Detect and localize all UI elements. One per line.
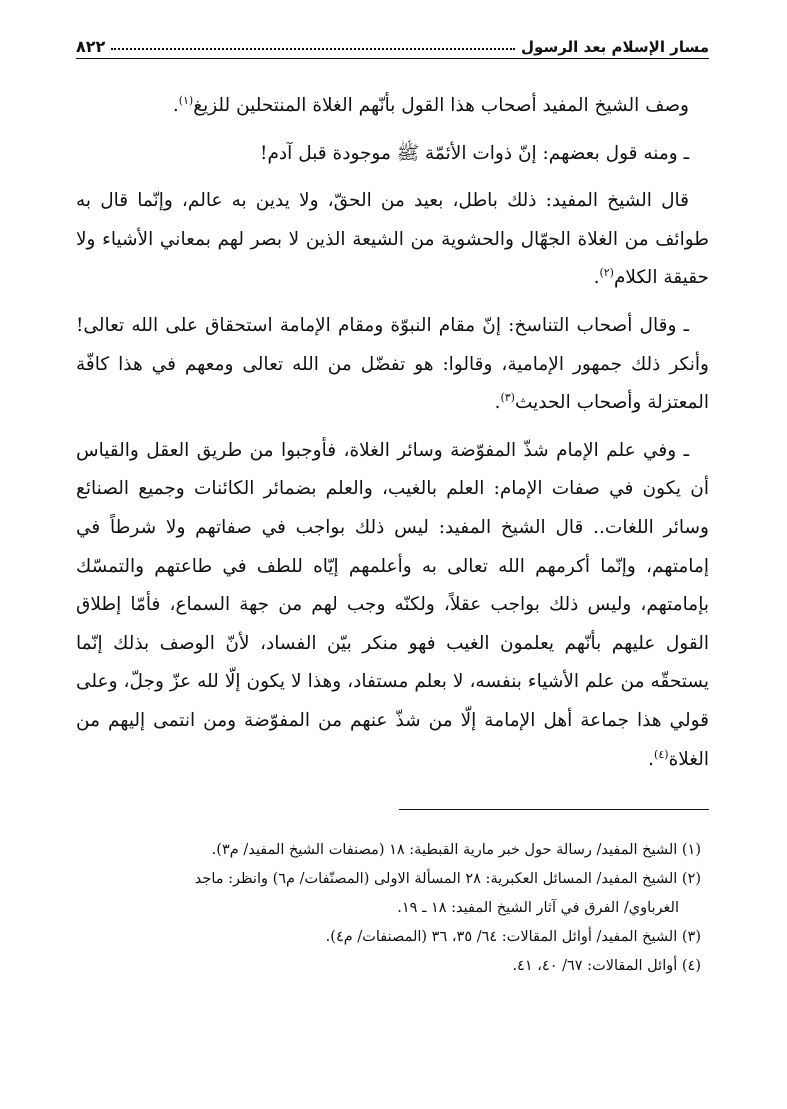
paragraph: ـ ومنه قول بعضهم: إنّ ذوات الأئمّة ﷺ موجودة قبل آدم! [260,142,689,164]
footnote-separator [399,809,709,810]
footnote: (١) الشيخ المفيد/ رسالة حول خبر مارية القبطية: ١٨ (مصنفات الشيخ المفيد/ م٣). [211,842,701,859]
paragraph: وصف الشيخ المفيد أصحاب هذا القول بأنّهم الغلاة المنتحلين للزيغ$^{(١)}$. [172,93,689,116]
footnote-ref[interactable]: (٤) [654,747,669,761]
footnote: (٤) أوائل المقالات: ٦٧/ ٤٠، ٤١. [512,958,701,975]
footnote: (٢) الشيخ المفيد/ المسائل العكبرية: ٢٨ المسألة الاولى (المصنّفات/ م٦) وانظر: ماجد الغرباوي/ الفرق في آثار الشيخ المفيد: ١٨ ـ ١٩. [194,871,701,917]
leader-dots [111,48,515,50]
footnote-ref[interactable]: (٣) [500,391,515,404]
paragraph: ـ وفي علم الإمام شذّ المفوّضة وسائر الغلاة، فأوجبوا من طريق العقل والقياس أن يكون في صفات الإمام: العلم بالغيب، والعلم بضمائر الكائنات وجميع الصنائع وسائر اللغات.. قال الشيخ المفيد: ليس ذلك بواجب في صفاتهم ولا شرطاً في إمامتهم، وإنّما أكرمهم الله تعالى به وأعلمهم إيّاه للطف في طاعتهم والتمسّك بإمامتهم، وليس ذلك بواجب عقلاً، ولكنّه وجب لهم من جهة السماع، فأمّا إطلاق القول عليهم بأنّهم يعلمون الغيب فهو منكر بيّن الفساد، لأنّ الوصف بذلك إنّما يستحقّه من علم الأشياء بنفسه، لا بعلم مستفاد، وهذا لا يكون إلّا لله عزّ وجلّ، وعلى قولي هذا جماعة أهل الإمامة إلّا من شذّ عنهم من المفوّضة ومن انتمى إليهم من الغلاة$^{(٤)}$. [76,439,709,770]
footnote: (٣) الشيخ المفيد/ أوائل المقالات: ٦٤/ ٣٥، ٣٦ (المصنفات/ م٤). [325,929,701,946]
footnote-ref[interactable]: (١) [178,93,194,107]
page-number: ٨٢٢ [76,37,106,56]
footnotes [76,836,709,981]
paragraph: قال الشيخ المفيد: ذلك باطل، بعيد من الحقّ، ولا يدين به عالم، وإنّما قال به طوائف من الغلاة الجهّال والحشوية من الشيعة الذين لا بصر لهم بمعاني الأشياء ولا حقيقة الكلام$^{(٢)}$. [76,190,709,289]
main-text [76,87,709,779]
footnote-ref[interactable]: (٢) [599,266,614,280]
running-header [76,28,709,59]
paragraph: ـ وقال أصحاب التناسخ: إنّ مقام النبوّة ومقام الإمامة استحقاق على الله تعالى! وأنكر ذلك جمهور الإمامية، وقالوا: هو تفضّل من الله تعالى ومعهم في هذا كافّة المعتزلة وأصحاب الحديث$^{(٣)}$. [76,314,709,414]
book-title: مسار الإسلام بعد الرسول [521,38,709,56]
